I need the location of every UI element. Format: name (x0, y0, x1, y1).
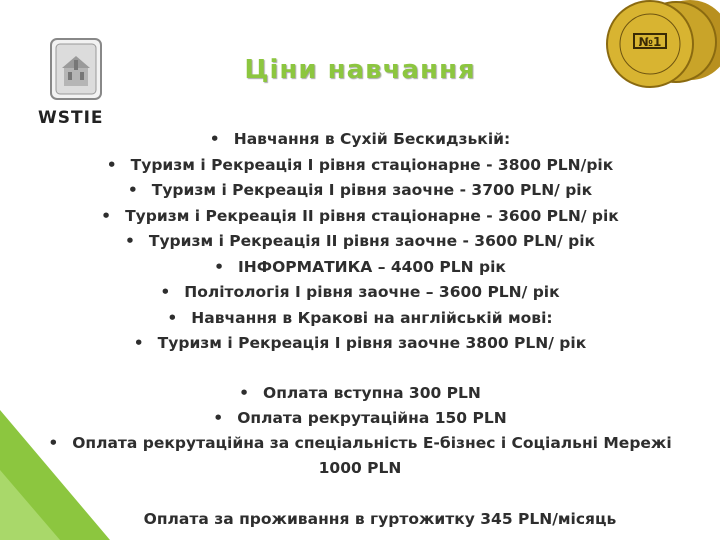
page-title: Ціни навчання (244, 55, 476, 85)
list-item: • ІНФОРМАТИКА – 4400 PLN рік (214, 257, 506, 276)
list-item: • Туризм і Рекреація I рівня стаціонарне - 3800 PLN/рік (106, 155, 614, 174)
list-item: • Туризм і Рекреація I рівня заочне - 3700 PLN/ рік (127, 181, 593, 199)
list-item: • Туризм і Рекреація II рівня стаціонарне - 3600 PLN/ рік (101, 206, 619, 225)
list-item: • Туризм і Рекреація I рівня заочне 3800 PLN/ рік (133, 334, 587, 352)
award-medals (598, 0, 720, 95)
list-item: • Навчання в Сухій Бескидзькій: (209, 130, 511, 148)
decorative-triangle-light (0, 470, 60, 540)
dormitory-price: Оплата за проживання в гуртожитку 345 PLN/місяць (143, 510, 617, 528)
list-item: • Оплата вступна 300 PLN (239, 383, 481, 402)
price-list (0, 127, 720, 481)
list-item: • Політологія I рівня заочне – 3600 PLN/ рік (160, 283, 560, 301)
medal-number: №1 (638, 35, 662, 49)
tuition-prices (0, 127, 720, 357)
list-item: • Навчання в Кракові на англійській мові: (167, 308, 553, 327)
list-item: • Оплата рекрутаційна 150 PLN (213, 408, 507, 427)
list-item: • Туризм і Рекреація II рівня заочне - 3600 PLN/ рік (124, 232, 596, 250)
logo-text: WSTIE (38, 108, 104, 128)
list-item: • Оплата рекрутаційна за спеціальність Е-бізнес і Соціальні Мережі 1000 PLN (48, 433, 672, 477)
fees-list (0, 381, 720, 481)
